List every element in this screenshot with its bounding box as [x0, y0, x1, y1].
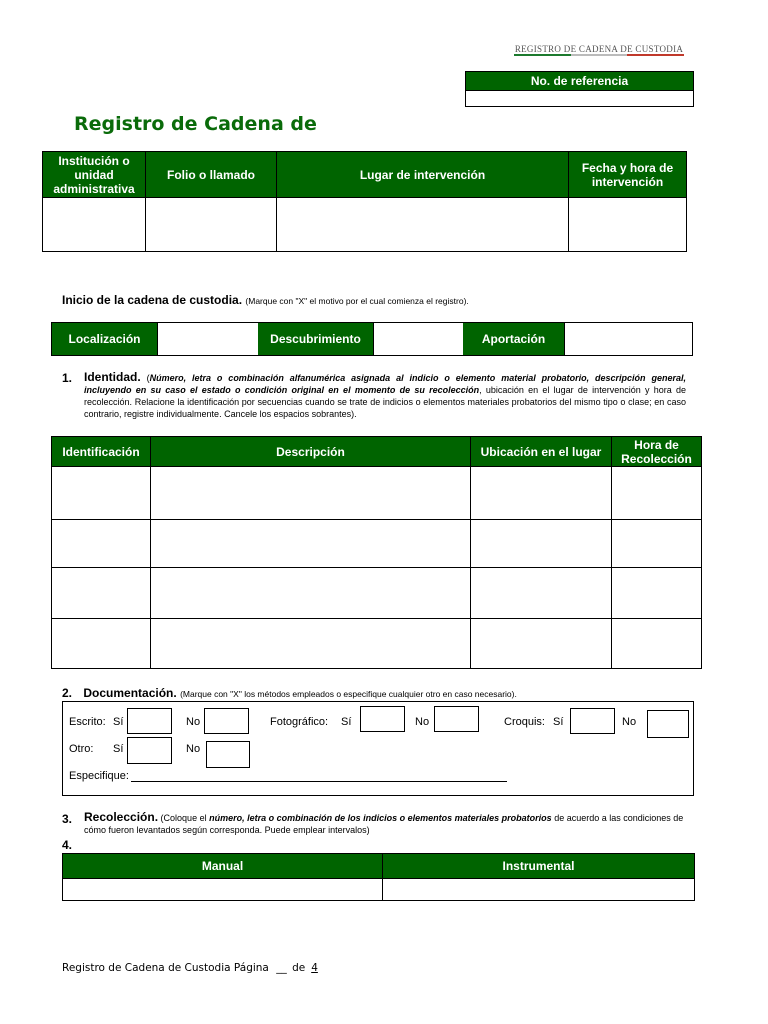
identidad-number: 1. — [62, 371, 73, 385]
fotografico-label: Fotográfico: — [270, 716, 329, 728]
otro-no-label: No — [186, 743, 201, 755]
cell-descripcion[interactable] — [151, 568, 471, 619]
cell-ubicacion[interactable] — [471, 568, 612, 619]
identidad-table — [51, 436, 702, 669]
documentacion-number: 2. — [62, 686, 73, 700]
cell-fecha-hora[interactable] — [569, 198, 687, 252]
footer-total: 4 — [311, 962, 318, 974]
cell-descripcion[interactable] — [151, 619, 471, 669]
recoleccion-label: Recolección. — [84, 810, 159, 824]
table-row — [52, 568, 702, 619]
recoleccion-note-rest: de acuerdo a las condiciones de cómo fueron levantados según corresponda. Puede emplear intervalos) — [84, 813, 684, 835]
cell-hora[interactable] — [612, 568, 702, 619]
header-flag-line — [514, 54, 684, 56]
option-descubrimiento-label: Descubrimiento — [258, 323, 373, 355]
inicio-note: (Marque con "X" el motivo por el cual comienza el registro). — [245, 296, 469, 306]
option-aportacion-label: Aportación — [463, 323, 564, 355]
inicio-heading — [62, 293, 469, 307]
header-descripcion: Descripción — [151, 437, 471, 467]
footer-de: de — [292, 962, 306, 974]
header-manual: Manual — [63, 854, 383, 879]
recoleccion-note-open: (Coloque el — [160, 813, 207, 823]
option-localizacion-box[interactable] — [157, 323, 258, 355]
table-row — [52, 467, 702, 520]
fotografico-si-label: Sí — [341, 716, 352, 728]
option-descubrimiento-box[interactable] — [373, 323, 463, 355]
header-fecha-hora: Fecha y hora de intervención — [569, 152, 687, 198]
fotografico-si-checkbox[interactable] — [360, 706, 405, 732]
escrito-no-checkbox[interactable] — [204, 708, 249, 734]
croquis-no-label: No — [622, 716, 637, 728]
documentacion-heading — [62, 686, 517, 700]
header-instrumental: Instrumental — [383, 854, 695, 879]
documentacion-label: Documentación. — [83, 686, 177, 700]
header-folio: Folio o llamado — [146, 152, 277, 198]
header-watermark: REGISTRO DE CADENA DE CUSTODIA — [514, 44, 684, 54]
recoleccion-number: 3. — [62, 812, 73, 826]
cell-identificacion[interactable] — [52, 520, 151, 568]
header-lugar: Lugar de intervención — [277, 152, 569, 198]
identidad-note-rest: , ubicación en el lugar de intervención y hora de recolección. Relacione la identificación por secuencias cuando se trate de indicios o elementos materiales probatorios del mismo tipo o clase; en caso contrario, registre individualmente. Cancele los espacios sobrantes). — [84, 385, 686, 419]
section-4-number: 4. — [62, 838, 73, 852]
especifique-line[interactable] — [131, 781, 507, 782]
fotografico-no-label: No — [415, 716, 430, 728]
otro-si-label: Sí — [113, 743, 124, 755]
recoleccion-table — [62, 853, 695, 901]
footer-page-blank: __ — [276, 962, 287, 974]
option-localizacion-label: Localización — [52, 323, 157, 355]
cell-hora[interactable] — [612, 467, 702, 520]
cell-instrumental[interactable] — [383, 879, 695, 901]
cell-descripcion[interactable] — [151, 520, 471, 568]
especifique-label: Especifique: — [69, 770, 129, 782]
cell-identificacion[interactable] — [52, 467, 151, 520]
escrito-si-label: Sí — [113, 716, 124, 728]
otro-no-checkbox[interactable] — [206, 741, 250, 768]
documentacion-note: (Marque con "X" los métodos empleados o especifique cualquier otro en caso necesario). — [180, 689, 517, 699]
page-title: Registro de Cadena de — [74, 113, 317, 135]
header-hora-recoleccion: Hora de Recolección — [612, 437, 702, 467]
cell-institucion[interactable] — [43, 198, 146, 252]
inicio-label: Inicio de la cadena de custodia. — [62, 293, 243, 307]
cell-ubicacion[interactable] — [471, 619, 612, 669]
intervention-table — [42, 151, 687, 252]
identidad-text — [84, 371, 686, 420]
header-institucion: Institución o unidad administrativa — [43, 152, 146, 198]
fotografico-no-checkbox[interactable] — [434, 706, 479, 732]
identidad-note-bold: Número, letra o combinación alfanumérica asignada al indicio o elemento material probatorio, descripción general, incluyendo en su caso el estado o condición original en el momento de su recolección — [84, 373, 686, 395]
croquis-si-checkbox[interactable] — [570, 708, 615, 734]
header-ubicacion: Ubicación en el lugar — [471, 437, 612, 467]
reference-number-label: No. de referencia — [466, 72, 693, 91]
header-identificacion: Identificación — [52, 437, 151, 467]
cell-lugar[interactable] — [277, 198, 569, 252]
cell-folio[interactable] — [146, 198, 277, 252]
identidad-label: Identidad. — [84, 370, 141, 384]
reference-number-box — [465, 71, 694, 107]
reference-number-field[interactable] — [466, 91, 693, 107]
cell-identificacion[interactable] — [52, 568, 151, 619]
cell-ubicacion[interactable] — [471, 467, 612, 520]
croquis-si-label: Sí — [553, 716, 564, 728]
cell-identificacion[interactable] — [52, 619, 151, 669]
recoleccion-text — [84, 811, 686, 836]
cell-descripcion[interactable] — [151, 467, 471, 520]
escrito-no-label: No — [186, 716, 201, 728]
cell-hora[interactable] — [612, 520, 702, 568]
otro-si-checkbox[interactable] — [127, 737, 172, 764]
cell-ubicacion[interactable] — [471, 520, 612, 568]
option-aportacion-box[interactable] — [564, 323, 693, 355]
inicio-options — [51, 322, 693, 356]
page-footer — [62, 962, 324, 974]
recoleccion-note-bold: número, letra o combinación de los indicios o elementos materiales probatorios — [209, 813, 552, 823]
croquis-no-checkbox[interactable] — [647, 710, 689, 738]
cell-hora[interactable] — [612, 619, 702, 669]
table-row — [52, 619, 702, 669]
croquis-label: Croquis: — [504, 716, 545, 728]
footer-text: Registro de Cadena de Custodia Página — [62, 962, 269, 974]
cell-manual[interactable] — [63, 879, 383, 901]
otro-label: Otro: — [69, 743, 94, 755]
identidad-note-open: ( — [146, 373, 150, 383]
escrito-label: Escrito: — [69, 716, 106, 728]
escrito-si-checkbox[interactable] — [127, 708, 172, 734]
table-row — [52, 520, 702, 568]
